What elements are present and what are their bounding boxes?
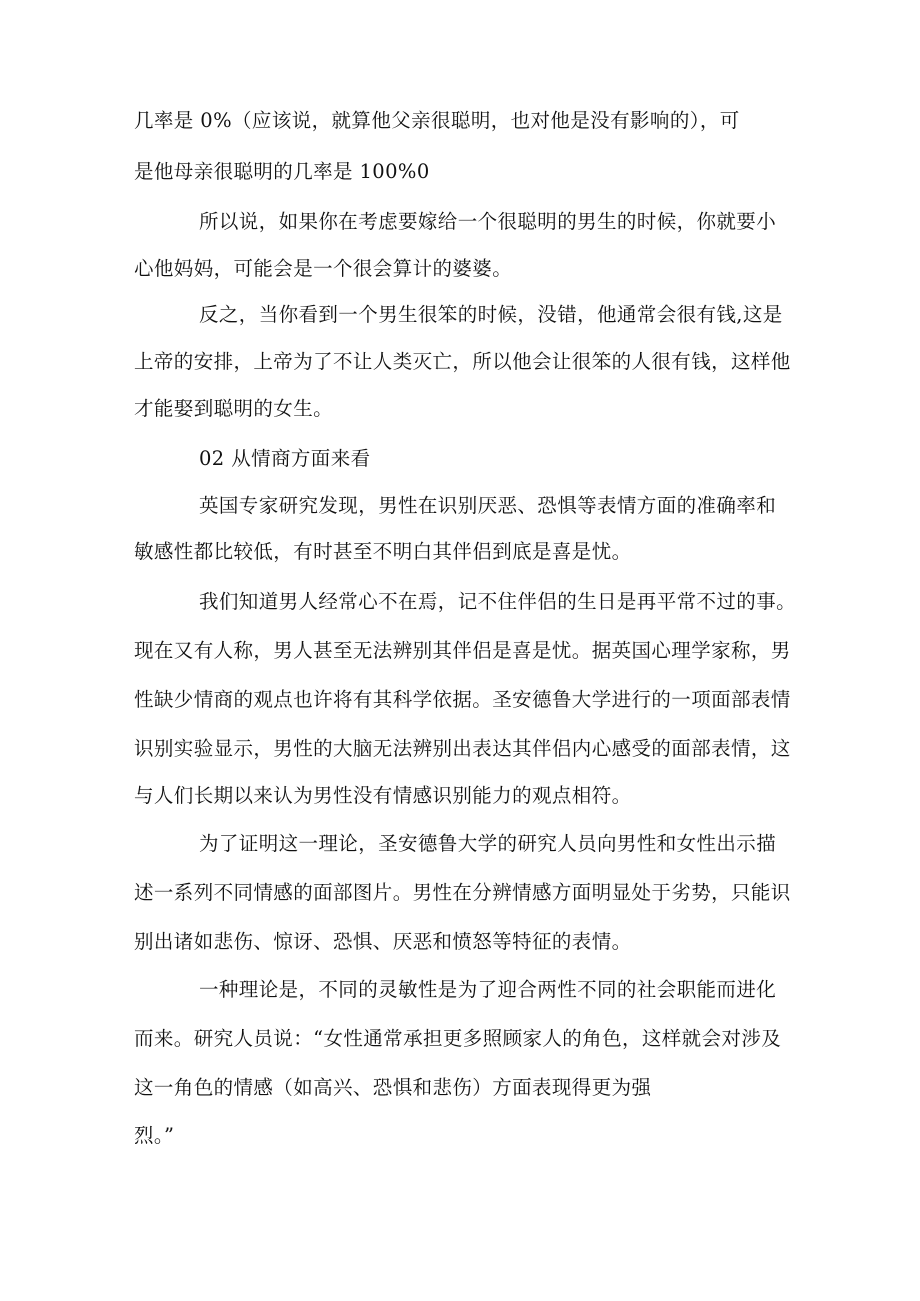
text-line: 别出诸如悲伤、惊讶、恐惧、厌恶和愤怒等特征的表情。 (134, 930, 632, 953)
text-line: 现在又有人称，男人甚至无法辨别其伴侣是喜是忧。据英国心理学家称，男 (134, 639, 791, 662)
text-line: 烈。” (134, 1124, 175, 1147)
text-line: 几率是 0%（应该说，就算他父亲很聪明，也对他是没有影响的），可 (134, 109, 740, 132)
text-line: 敏感性都比较低，有时甚至不明白其伴侣到底是喜是忧。 (134, 540, 632, 563)
text-line: 才能娶到聪明的女生。 (134, 397, 334, 420)
text-line: 这一角色的情感（如高兴、恐惧和悲伤）方面表现得更为强 (134, 1076, 652, 1099)
text-line: 而来。研究人员说：“女性通常承担更多照顾家人的角色，这样就会对涉及 (134, 1027, 782, 1050)
paragraph-start: 一种理论是，不同的灵敏性是为了迎合两性不同的社会职能而进化 (199, 978, 777, 1001)
section-heading: 02 从情商方面来看 (199, 447, 371, 470)
text-line: 性缺少情商的观点也许将有其科学依据。圣安德鲁大学进行的一项面部表情 (134, 688, 791, 711)
paragraph-start: 为了证明这一理论，圣安德鲁大学的研究人员向男性和女性出示描 (199, 832, 777, 855)
paragraph-start: 英国专家研究发现，男性在识别厌恶、恐惧等表情方面的准确率和 (199, 494, 777, 517)
paragraph-start: 我们知道男人经常心不在焉，记不住伴侣的生日是再平常不过的事。 (199, 590, 797, 613)
text-line: 上帝的安排，上帝为了不让人类灭亡，所以他会让很笨的人很有钱，这样他 (134, 350, 791, 373)
text-line: 述一系列不同情感的面部图片。男性在分辨情感方面明显处于劣势，只能识 (134, 881, 791, 904)
text-line: 心他妈妈，可能会是一个很会算计的婆婆。 (134, 257, 513, 280)
text-line: 是他母亲很聪明的几率是 100%0 (134, 160, 430, 183)
text-line: 与人们长期以来认为男性没有情感识别能力的观点相符。 (134, 784, 632, 807)
paragraph-start: 所以说，如果你在考虑要嫁给一个很聪明的男生的时候，你就要小 (199, 210, 777, 233)
text-line: 识别实验显示，男性的大脑无法辨别出表达其伴侣内心感受的面部表情，这 (134, 737, 791, 760)
paragraph-start: 反之，当你看到一个男生很笨的时候，没错，他通常会很有钱,这是 (199, 303, 783, 326)
